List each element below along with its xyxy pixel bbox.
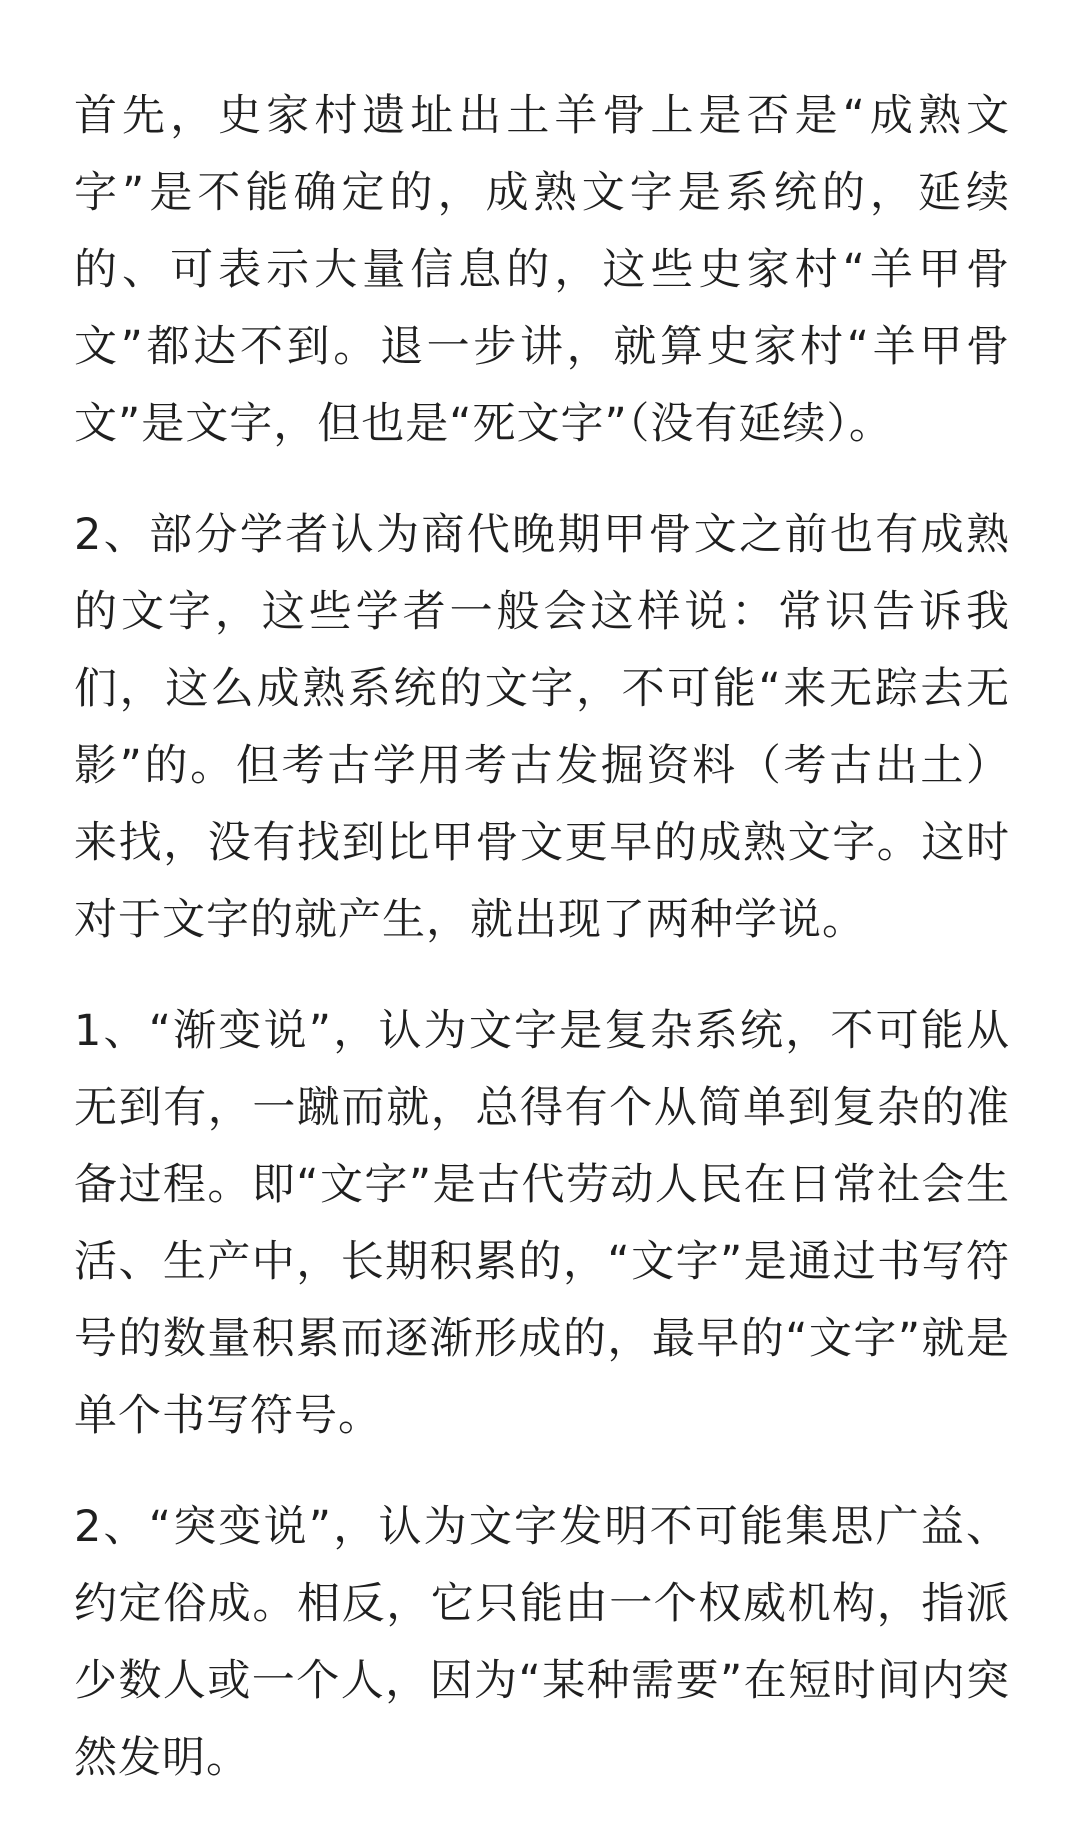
paragraph-intro: 首先，史家村遗址出土羊骨上是否是“成熟文字”是不能确定的，成熟文字是系统的，延续的、可表示大量信息的，这些史家村“羊甲骨文”都达不到。退一步讲，就算史家村“羊甲骨文”是文字，但也是“死文字”（没有延续）。 bbox=[74, 91, 1010, 449]
paragraph-gradual-theory: 1、“渐变说”，认为文字是复杂系统，不可能从无到有，一蹴而就，总得有个从简单到复杂的准备过程。即“文字”是古代劳动人民在日常社会生活、生产中，长期积累的，“文字”是通过书写符号的数量积累而逐渐形成的，最早的“文字”就是单个书写符号。 bbox=[74, 1006, 1010, 1441]
paragraph-sudden-theory: 2、“突变说”，认为文字发明不可能集思广益、约定俗成。相反，它只能由一个权威机构，指派少数人或一个人，因为“某种需要”在短时间内突然发明。 bbox=[74, 1502, 1010, 1783]
paragraph-point-2: 2、部分学者认为商代晚期甲骨文之前也有成熟的文字，这些学者一般会这样说：常识告诉我们，这么成熟系统的文字，不可能“来无踪去无影”的。但考古学用考古发掘资料（考古出土）来找，没有找到比甲骨文更早的成熟文字。这时对于文字的就产生，就出现了两种学说。 bbox=[74, 510, 1010, 945]
article-body bbox=[74, 78, 1010, 1831]
